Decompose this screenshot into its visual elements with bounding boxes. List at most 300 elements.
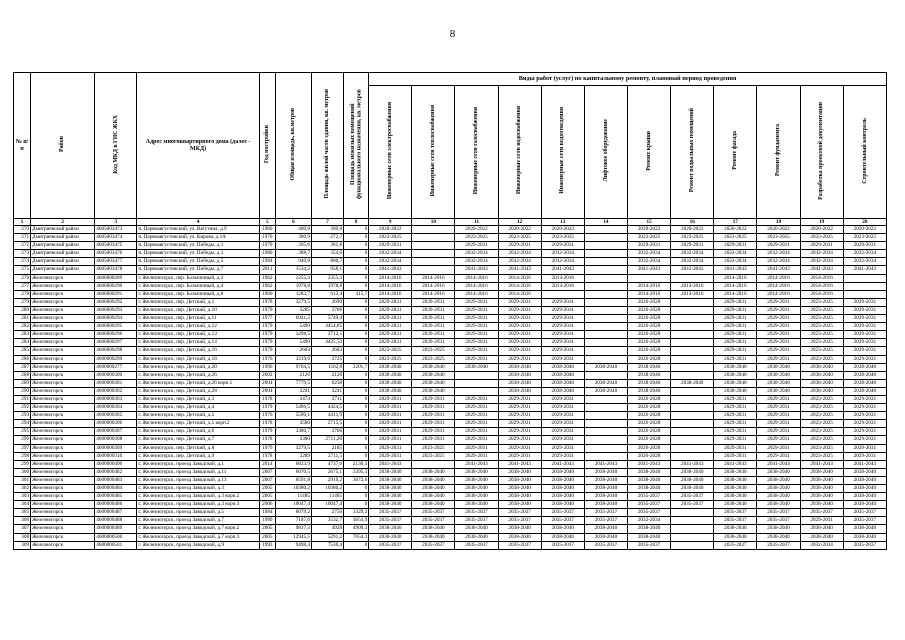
column-number: 5 bbox=[259, 219, 275, 226]
table-cell: 4605003473 bbox=[95, 226, 137, 234]
table-cell: 2014-2016 bbox=[455, 274, 498, 282]
table-cell: 1534,2 bbox=[275, 266, 311, 274]
table-row bbox=[14, 266, 887, 274]
table-row bbox=[14, 323, 887, 331]
table-cell: 2029-2031 bbox=[541, 452, 584, 460]
table-cell: 2041-2043 bbox=[757, 266, 800, 274]
table-cell: 2038-2040 bbox=[671, 476, 714, 484]
table-cell: г. Железногорск, пер. Детский, д.14 bbox=[137, 339, 259, 347]
table-cell: 2038-2040 bbox=[498, 533, 541, 541]
table-cell: 2035-2037 bbox=[714, 517, 757, 525]
table-cell: 2029-2031 bbox=[498, 298, 541, 306]
table-cell: 2041-2043 bbox=[800, 460, 843, 468]
table-cell: 2035-2037 bbox=[800, 509, 843, 517]
table-cell: 2023-2025 bbox=[800, 331, 843, 339]
table-cell: 2038-2040 bbox=[843, 485, 886, 493]
table-cell: 2014-2016 bbox=[757, 282, 800, 290]
table-cell: 2029-2031 bbox=[412, 420, 455, 428]
table-cell: 2029-2031 bbox=[757, 355, 800, 363]
table-cell: 2038-2040 bbox=[541, 476, 584, 484]
table-cell: 2029-2031 bbox=[757, 404, 800, 412]
table-cell: 2675,1 bbox=[311, 468, 343, 476]
header-work-12: Строительный контроль bbox=[843, 86, 886, 219]
table-cell: 1960 bbox=[259, 290, 275, 298]
table-cell: 2035-2037 bbox=[541, 517, 584, 525]
table-cell: 0 bbox=[344, 387, 369, 395]
table-cell: 2029-2031 bbox=[369, 306, 412, 314]
table-cell: 2029-2031 bbox=[498, 323, 541, 331]
table-cell: 2032-2034 bbox=[757, 250, 800, 258]
table-cell: 2041-2043 bbox=[800, 266, 843, 274]
header-work-6: Лифтовое оборудование bbox=[584, 86, 627, 219]
table-cell: 2038-2040 bbox=[369, 485, 412, 493]
table-cell: 2035-2037 bbox=[757, 517, 800, 525]
table-cell: 0 bbox=[344, 234, 369, 242]
header-work-3: Инженерные сети газоснабжения bbox=[455, 86, 498, 219]
table-cell: 6070,5 bbox=[275, 468, 311, 476]
table-cell: 2029-2031 bbox=[757, 339, 800, 347]
table-cell: 2014 bbox=[259, 460, 275, 468]
table-cell: 388,7 bbox=[275, 250, 311, 258]
table-cell bbox=[843, 290, 886, 298]
table-cell: 2014-2016 bbox=[455, 290, 498, 298]
table-row bbox=[14, 282, 887, 290]
table-cell: 2023-2025 bbox=[412, 452, 455, 460]
table-cell: 3395,3 bbox=[344, 468, 369, 476]
table-cell: 281 bbox=[14, 315, 31, 323]
table-cell: 4606000483 bbox=[95, 476, 137, 484]
table-cell: 2023-2025 bbox=[800, 315, 843, 323]
table-cell: 2126 bbox=[311, 371, 343, 379]
table-cell: 2014-2016 bbox=[412, 290, 455, 298]
table-cell: 2023-2025 bbox=[800, 436, 843, 444]
table-cell: Дмитриевский район bbox=[31, 258, 95, 266]
table-cell: 2029-2031 bbox=[369, 420, 412, 428]
table-cell bbox=[671, 436, 714, 444]
table-cell: 2035-2037 bbox=[584, 541, 627, 549]
header-work-5: Инженерные сети водоотведения bbox=[541, 86, 584, 219]
table-cell: 6238 bbox=[311, 379, 343, 387]
table-cell: 2029-2031 bbox=[541, 404, 584, 412]
table-cell: Железногорск bbox=[31, 379, 95, 387]
table-cell: 296 bbox=[14, 436, 31, 444]
header-work-8: Ремонт подвальных помещений bbox=[671, 86, 714, 219]
table-cell: 5406,5 bbox=[275, 404, 311, 412]
table-cell: 2029-2031 bbox=[714, 355, 757, 363]
table-cell: 4928 bbox=[311, 525, 343, 533]
table-cell: 2032-2034 bbox=[800, 250, 843, 258]
table-cell: 0 bbox=[344, 485, 369, 493]
table-cell: г. Железногорск, пер. Детский, д.20 bbox=[137, 363, 259, 371]
table-cell: п. Первоавгустовский, ул. Победы, д.5 bbox=[137, 258, 259, 266]
table-cell: 288 bbox=[14, 371, 31, 379]
table-cell: 2029-2031 bbox=[757, 452, 800, 460]
table-cell: 940,8 bbox=[275, 258, 311, 266]
table-cell: 2038-2040 bbox=[412, 468, 455, 476]
table-cell: Железногорск bbox=[31, 493, 95, 501]
table-cell: 958,1 bbox=[311, 266, 343, 274]
table-cell: 4606000292 bbox=[95, 298, 137, 306]
table-cell: 2038-2040 bbox=[628, 533, 671, 541]
table-cell bbox=[671, 339, 714, 347]
table-cell bbox=[671, 363, 714, 371]
table-cell: 2032-2034 bbox=[714, 250, 757, 258]
table-row bbox=[14, 290, 887, 298]
table-cell: 2038-2040 bbox=[800, 379, 843, 387]
table-cell bbox=[671, 517, 714, 525]
table-cell: 4606000290 bbox=[95, 282, 137, 290]
table-row bbox=[14, 363, 887, 371]
table-cell: 280 bbox=[14, 306, 31, 314]
table-cell: 2038-2040 bbox=[541, 379, 584, 387]
table-cell: Железногорск bbox=[31, 525, 95, 533]
table-row bbox=[14, 452, 887, 460]
table-row bbox=[14, 468, 887, 476]
table-cell: 0 bbox=[344, 541, 369, 549]
table-cell: 2023-2025 bbox=[412, 355, 455, 363]
table-cell: 2029-2031 bbox=[412, 306, 455, 314]
table-cell: 2029-2031 bbox=[714, 347, 757, 355]
table-cell: 1283,7 bbox=[275, 290, 311, 298]
table-cell: Железногорск bbox=[31, 363, 95, 371]
table-cell bbox=[584, 404, 627, 412]
table-cell: 0 bbox=[344, 420, 369, 428]
table-cell: 2038-2040 bbox=[584, 501, 627, 509]
table-cell: 2038-2040 bbox=[843, 525, 886, 533]
table-cell: 2029-2031 bbox=[455, 355, 498, 363]
table-cell: Железногорск bbox=[31, 290, 95, 298]
table-cell: 2029-2031 bbox=[541, 436, 584, 444]
table-cell: 4606000482 bbox=[95, 468, 137, 476]
table-cell: 303 bbox=[14, 493, 31, 501]
table-cell: 5400 bbox=[275, 339, 311, 347]
column-number: 8 bbox=[344, 219, 369, 226]
table-cell: 2041-2043 bbox=[541, 460, 584, 468]
table-cell: 2038-2040 bbox=[455, 363, 498, 371]
table-cell: 2038-2040 bbox=[455, 468, 498, 476]
table-cell: 3580 bbox=[275, 420, 311, 428]
table-cell: 2023-2025 bbox=[800, 323, 843, 331]
table-cell: 1989 bbox=[259, 517, 275, 525]
table-cell: 1960 bbox=[259, 226, 275, 234]
table-cell: 2035-2037 bbox=[412, 541, 455, 549]
table-cell: Железногорск bbox=[31, 533, 95, 541]
table-cell: 2038-2040 bbox=[714, 387, 757, 395]
table-cell: 2029-2031 bbox=[455, 420, 498, 428]
table-cell: 0 bbox=[344, 371, 369, 379]
table-cell: 2038-2040 bbox=[584, 493, 627, 501]
table-cell: 2014-2016 bbox=[412, 282, 455, 290]
table-cell: 2004 bbox=[259, 387, 275, 395]
table-cell: 2029-2031 bbox=[412, 436, 455, 444]
table-cell: 2038-2040 bbox=[455, 485, 498, 493]
table-cell: 2038-2040 bbox=[541, 387, 584, 395]
table-cell: 2029-2031 bbox=[455, 331, 498, 339]
column-number: 15 bbox=[628, 219, 671, 226]
table-cell: 2035-2037 bbox=[541, 509, 584, 517]
table-cell: 2750 bbox=[311, 509, 343, 517]
table-cell: 0 bbox=[344, 436, 369, 444]
table-cell: 2032-2034 bbox=[369, 258, 412, 266]
column-number: 9 bbox=[369, 219, 412, 226]
table-cell: 2029-2031 bbox=[455, 323, 498, 331]
table-cell: 2023-2025 bbox=[628, 234, 671, 242]
table-cell: 2032-2034 bbox=[843, 250, 886, 258]
table-cell: 290 bbox=[14, 387, 31, 395]
table-cell: 2023-2025 bbox=[455, 234, 498, 242]
table-cell: Железногорск bbox=[31, 485, 95, 493]
table-cell: 2201,7 bbox=[344, 363, 369, 371]
table-cell: 1979 bbox=[259, 331, 275, 339]
table-cell: г. Железногорск, пер. Детский, д.12 bbox=[137, 323, 259, 331]
table-cell: 2029-2031 bbox=[498, 395, 541, 403]
table-cell: 2029-2031 bbox=[498, 315, 541, 323]
table-cell: 2038-2040 bbox=[412, 379, 455, 387]
table-cell: 4605003477 bbox=[95, 258, 137, 266]
table-cell: 2029-2031 bbox=[757, 323, 800, 331]
table-row bbox=[14, 412, 887, 420]
table-cell: Железногорск bbox=[31, 371, 95, 379]
table-cell: 2035-2037 bbox=[628, 509, 671, 517]
table-cell: 2023-2025 bbox=[800, 404, 843, 412]
table-cell bbox=[628, 274, 671, 282]
table-cell: 2029-2031 bbox=[628, 242, 671, 250]
table-cell: 2041-2043 bbox=[584, 460, 627, 468]
table-cell: 2035-2037 bbox=[628, 493, 671, 501]
table-cell: 2690 bbox=[311, 298, 343, 306]
table-cell: г. Железногорск, пер. Детский, д.1 bbox=[137, 298, 259, 306]
table-cell: 2038-2040 bbox=[757, 525, 800, 533]
table-cell bbox=[671, 298, 714, 306]
table-body bbox=[14, 219, 887, 550]
table-cell: 2014-2016 bbox=[541, 274, 584, 282]
table-cell: 2023-2025 bbox=[412, 444, 455, 452]
table-cell bbox=[584, 234, 627, 242]
table-cell: 2029-2031 bbox=[843, 323, 886, 331]
table-cell: 2026-2028 bbox=[628, 306, 671, 314]
table-cell: 2029-2031 bbox=[714, 315, 757, 323]
table-cell: 2005 bbox=[259, 493, 275, 501]
table-cell: 6823,9 bbox=[275, 460, 311, 468]
table-cell: п. Первоавгустовский, ул. Кирова, д.1А bbox=[137, 234, 259, 242]
table-cell: 2029-2031 bbox=[757, 395, 800, 403]
table-cell: 2038-2040 bbox=[843, 371, 886, 379]
table-cell bbox=[584, 226, 627, 234]
table-cell: 4606000293 bbox=[95, 306, 137, 314]
table-cell: 2035-2037 bbox=[369, 509, 412, 517]
table-cell: 2038-2040 bbox=[498, 525, 541, 533]
table-cell: 3654,9 bbox=[344, 517, 369, 525]
table-cell: 277 bbox=[14, 282, 31, 290]
table-cell: 275 bbox=[14, 266, 31, 274]
table-cell: 0 bbox=[344, 339, 369, 347]
table-cell: 2029-2031 bbox=[541, 347, 584, 355]
table-cell: 3672,6 bbox=[344, 476, 369, 484]
table-cell: 2023-2025 bbox=[412, 347, 455, 355]
column-number: 4 bbox=[137, 219, 259, 226]
table-cell: 0 bbox=[344, 266, 369, 274]
table-cell bbox=[671, 525, 714, 533]
table-cell: 4606000486 bbox=[95, 501, 137, 509]
table-cell: 2029-2031 bbox=[412, 331, 455, 339]
table-cell: 2035-2037 bbox=[714, 509, 757, 517]
table-row bbox=[14, 436, 887, 444]
table-cell: 2038-2040 bbox=[800, 493, 843, 501]
table-cell: 2715,5 bbox=[311, 420, 343, 428]
column-number: 3 bbox=[95, 219, 137, 226]
table-cell: 2026-2028 bbox=[628, 436, 671, 444]
table-cell: 2029-2031 bbox=[757, 315, 800, 323]
table-cell: 2029-2031 bbox=[369, 242, 412, 250]
table-cell bbox=[584, 315, 627, 323]
column-number: 20 bbox=[843, 219, 886, 226]
table-cell: 6079,2 bbox=[275, 509, 311, 517]
table-cell bbox=[671, 420, 714, 428]
table-cell: 2029-2031 bbox=[541, 315, 584, 323]
table-cell: 2029-2031 bbox=[714, 331, 757, 339]
table-cell: 2023-2025 bbox=[714, 234, 757, 242]
table-cell: 2038-2040 bbox=[412, 371, 455, 379]
table-cell: 274 bbox=[14, 258, 31, 266]
table-cell: 2020-2022 bbox=[455, 226, 498, 234]
table-cell: 2029-2031 bbox=[541, 339, 584, 347]
table-cell: 2038-2040 bbox=[498, 493, 541, 501]
table-row bbox=[14, 476, 887, 484]
table-cell: 2035-2037 bbox=[584, 517, 627, 525]
table-cell: г. Железногорск, проезд Заводской, д.5 bbox=[137, 509, 259, 517]
table-cell: 2029-2031 bbox=[455, 412, 498, 420]
table-cell: 2020-2022 bbox=[843, 226, 886, 234]
table-cell: 2020-2022 bbox=[714, 226, 757, 234]
table-row bbox=[14, 331, 887, 339]
table-cell: г. Железногорск, пер. Детский, д.26 bbox=[137, 371, 259, 379]
table-row bbox=[14, 404, 887, 412]
table-cell: 2041-2043 bbox=[455, 460, 498, 468]
table-cell: 2038-2040 bbox=[757, 363, 800, 371]
table-cell: 860,7 bbox=[311, 258, 343, 266]
table-cell: 2038-2040 bbox=[369, 379, 412, 387]
table-cell: 2029-2031 bbox=[369, 404, 412, 412]
table-cell: 11485 bbox=[311, 493, 343, 501]
table-cell: 2029-2031 bbox=[757, 412, 800, 420]
table-cell: 2038-2040 bbox=[498, 485, 541, 493]
table-cell: 0 bbox=[344, 298, 369, 306]
table-cell: 2023-2025 bbox=[671, 234, 714, 242]
table-cell: 2032-2034 bbox=[757, 258, 800, 266]
column-number: 7 bbox=[311, 219, 343, 226]
table-cell bbox=[671, 274, 714, 282]
table-cell: 3241 bbox=[275, 387, 311, 395]
table-cell: 2038-2040 bbox=[628, 476, 671, 484]
table-row bbox=[14, 395, 887, 403]
table-cell: 0 bbox=[344, 493, 369, 501]
table-cell: 2029-2031 bbox=[369, 412, 412, 420]
header-work-4: Инженерные сети водоснабжения bbox=[498, 86, 541, 219]
table-cell: 0 bbox=[344, 242, 369, 250]
column-number: 1 bbox=[14, 219, 31, 226]
table-cell: 2035-2037 bbox=[455, 517, 498, 525]
table-cell bbox=[412, 266, 455, 274]
table-cell: 2029-2031 bbox=[412, 339, 455, 347]
table-cell: 2002 bbox=[259, 371, 275, 379]
table-row bbox=[14, 234, 887, 242]
table-cell: 2029-2031 bbox=[455, 428, 498, 436]
table-cell: 2038-2040 bbox=[671, 379, 714, 387]
table-cell: 2014-2016 bbox=[412, 274, 455, 282]
table-cell: 0 bbox=[344, 412, 369, 420]
table-cell: 1979 bbox=[259, 428, 275, 436]
table-cell bbox=[584, 339, 627, 347]
header-address: Адрес многоквартирного дома (далее - МКД) bbox=[137, 73, 259, 219]
table-cell: 5749,4 bbox=[311, 315, 343, 323]
table-cell: 10380,2 bbox=[275, 485, 311, 493]
table-cell: 2032-2034 bbox=[498, 258, 541, 266]
table-cell: 2038-2040 bbox=[800, 371, 843, 379]
table-cell: г. Железногорск, пер. Больничный, д.2 bbox=[137, 274, 259, 282]
table-cell: 2041-2043 bbox=[628, 460, 671, 468]
table-cell: 2014-2016 bbox=[671, 290, 714, 298]
table-cell: г. Железногорск, проезд Заводской, д.3 корп.3 bbox=[137, 501, 259, 509]
table-cell: 2035-2037 bbox=[498, 541, 541, 549]
table-cell: 2038-2040 bbox=[412, 533, 455, 541]
table-cell: 4606000303 bbox=[95, 395, 137, 403]
table-cell: 2041-2043 bbox=[628, 266, 671, 274]
table-cell: 2029-2031 bbox=[843, 242, 886, 250]
table-row bbox=[14, 493, 887, 501]
table-cell: 2014-2016 bbox=[671, 282, 714, 290]
table-cell: 2029-2031 bbox=[757, 298, 800, 306]
table-cell: 2035-2037 bbox=[843, 541, 886, 549]
table-cell: 395,6 bbox=[275, 242, 311, 250]
table-cell: Железногорск bbox=[31, 315, 95, 323]
table-cell: 2026-2028 bbox=[628, 323, 671, 331]
table-cell: 1979 bbox=[259, 444, 275, 452]
table-cell: 2038-2040 bbox=[800, 387, 843, 395]
table-cell: 2026-2028 bbox=[628, 428, 671, 436]
table-cell: 2041-2043 bbox=[714, 460, 757, 468]
table-cell: 7536,4 bbox=[311, 541, 343, 549]
table-cell: 2026-2028 bbox=[628, 347, 671, 355]
header-works-title: Виды работ (услуг) по капитальному ремонту, плановый период проведения bbox=[369, 73, 887, 86]
table-cell: 2014-2016 bbox=[714, 290, 757, 298]
table-cell: 2029-2031 bbox=[498, 331, 541, 339]
table-row bbox=[14, 517, 887, 525]
table-cell: 2035-2037 bbox=[628, 501, 671, 509]
table-cell: 2041-2043 bbox=[541, 266, 584, 274]
table-cell: 2014-2016 bbox=[498, 282, 541, 290]
table-cell: 1993 bbox=[259, 541, 275, 549]
table-cell: 3300 bbox=[275, 436, 311, 444]
table-cell: 2038-2040 bbox=[412, 525, 455, 533]
table-cell: 2014-2016 bbox=[757, 290, 800, 298]
table-cell: 4606000310 bbox=[95, 452, 137, 460]
table-cell: 0 bbox=[344, 282, 369, 290]
table-cell: 4606000307 bbox=[95, 428, 137, 436]
table-cell bbox=[671, 315, 714, 323]
table-cell: 2014-2016 bbox=[498, 290, 541, 298]
table-cell: 2026-2028 bbox=[628, 315, 671, 323]
table-cell: 4606000501 bbox=[95, 541, 137, 549]
table-cell: г. Железногорск, проезд Заводской, д.7 bbox=[137, 517, 259, 525]
table-cell: 285 bbox=[14, 347, 31, 355]
table-cell: 2032-2034 bbox=[714, 258, 757, 266]
table-cell: 4606000309 bbox=[95, 444, 137, 452]
table-cell: 2029-2031 bbox=[843, 444, 886, 452]
table-cell: 2032-2034 bbox=[369, 250, 412, 258]
table-cell: 283 bbox=[14, 331, 31, 339]
table-cell: 2029-2031 bbox=[843, 452, 886, 460]
table-cell: 9704,5 bbox=[275, 363, 311, 371]
